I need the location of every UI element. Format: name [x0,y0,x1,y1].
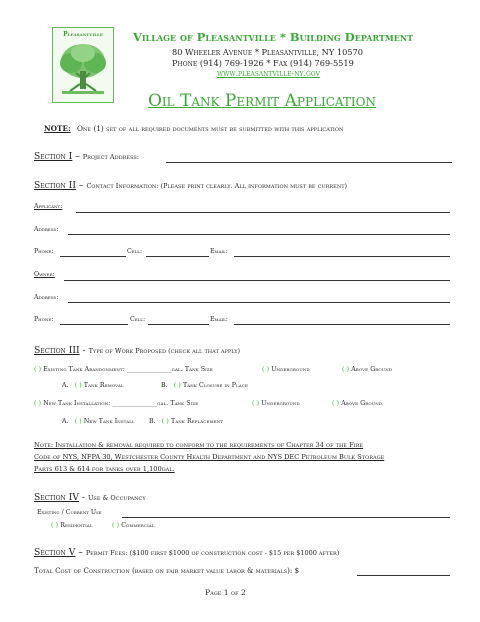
underground2-checkbox[interactable]: ( ) [252,400,260,407]
email1-field[interactable] [234,256,450,257]
section-4-label: Use & Occupancy [87,494,146,502]
above-ground2-option [332,400,382,407]
underground-option [262,366,310,373]
applicant-label: Applicant: [34,203,63,210]
above-ground2-label: Above Ground [341,400,383,407]
section-5-heading [34,547,339,558]
website-link[interactable]: www.pleasantville-ny.gov [217,69,320,78]
underground-label: Underground [271,366,310,373]
total-cost-field[interactable] [357,575,450,576]
existing-tank-label: Existing Tank Abandonment: ______________gal. Tank Size [43,366,213,373]
installation-note-3: Parts 613 & 614 for tanks over 1,100gal. [34,465,175,473]
note-label: NOTE: [44,124,71,133]
page-number: Page 1 of 2 [205,588,246,597]
installation-note-1: Note: Installation & removal required to conform to the requirements of Chapter 34 of the Fire [34,441,364,449]
section-3-title: Section III [34,345,80,356]
existing-use-field[interactable] [122,517,450,518]
tank-closure-option [161,382,248,389]
new-tank-row [34,400,198,407]
option-b1-letter: B. [161,382,168,389]
section-4-title: Section IV [34,492,79,503]
owner-field[interactable] [64,280,450,281]
residential-option [51,522,93,529]
tank-removal-option [62,382,124,389]
department-phone: Phone (914) 769-1926 * Fax (914) 769-5519 [172,58,354,68]
section-2-title: Section II [34,180,76,191]
section-4-heading [34,492,146,503]
commercial-option [112,522,155,529]
new-install-option [62,418,135,425]
above-ground-label: Above Ground [351,366,393,373]
above-ground-checkbox[interactable]: ( ) [342,366,350,373]
tank-removal-checkbox[interactable]: ( ) [74,382,82,389]
section-2-label: Contact Information: (Please print clearly. All information must be current) [86,182,348,190]
phone1-label: Phone: [34,248,54,255]
project-address-field[interactable] [166,162,452,163]
section-5-dash: – [78,547,83,558]
department-title: Village of Pleasantville * Building Department [133,30,414,44]
section-1-dash: – [75,151,80,162]
tank-replacement-checkbox[interactable]: ( ) [161,418,169,425]
existing-use-label: Existing / Current Use [37,509,102,516]
cell2-field[interactable] [148,324,209,325]
tree-icon [54,39,112,101]
village-logo [52,27,114,103]
phone2-label: Phone: [34,316,54,323]
underground2-option [252,400,300,407]
section-1-label: Project Address: [82,153,139,161]
residential-label: Residential [60,522,93,529]
above-ground-option [342,366,392,373]
tank-closure-checkbox[interactable]: ( ) [173,382,181,389]
total-cost-label: Total Cost of Construction (based on fair market value labor & materials): $ [34,566,300,575]
new-tank-label: New Tank Installation: ______________gal. Tank Size [43,400,199,407]
new-install-checkbox[interactable]: ( ) [74,418,82,425]
existing-tank-row [34,366,213,373]
section-3-label: Type of Work Proposed (check all that apply) [88,347,241,355]
address2-field[interactable] [68,302,450,303]
option-a2-letter: A. [62,418,69,425]
address2-label: Address: [34,294,59,301]
above-ground2-checkbox[interactable]: ( ) [332,400,340,407]
section-4-dash: - [81,492,86,503]
note-text: One (1) set of all required documents must be submitted with this application [77,124,344,133]
option-a1-letter: A. [62,382,69,389]
logo-text: Pleasantville [63,31,103,38]
phone2-field[interactable] [60,324,128,325]
tank-replacement-label: Tank Replacement [170,418,224,425]
installation-note-2: Code of NYS, NFPA 30, Westchester County Health Department and NYS DEC Petroleum Bulk Storage [34,453,385,461]
email2-field[interactable] [234,324,450,325]
email1-label: Email: [210,248,228,255]
underground2-label: Underground [261,400,300,407]
department-address: 80 Wheeler Avenue * Pleasantville, NY 10570 [172,47,363,57]
section-1-title: Section I [34,151,73,162]
section-2-dash: – [78,180,84,191]
section-5-title: Section V [34,547,76,558]
section-2-heading [34,180,347,191]
commercial-checkbox[interactable]: ( ) [112,522,120,529]
section-3-heading [34,345,240,356]
phone1-field[interactable] [60,256,126,257]
address1-field[interactable] [68,234,450,235]
tank-closure-label: Tank Closure in Place [182,382,248,389]
tank-removal-label: Tank Removal [83,382,124,389]
underground-checkbox[interactable]: ( ) [262,366,270,373]
section-3-dash: - [82,345,86,356]
cell1-field[interactable] [146,256,209,257]
cell1-label: Cell: [127,248,143,255]
new-install-label: New Tank Install [83,418,135,425]
section-1-heading [34,151,139,162]
form-title: Oil Tank Permit Application [148,91,376,111]
applicant-field[interactable] [76,212,450,213]
cell2-label: Cell: [130,316,146,323]
note-line [44,124,343,133]
address1-label: Address: [34,226,59,233]
section-5-label: Permit Fees: ($100 first $1000 of construction cost - $15 per $1000 after) [85,549,340,557]
residential-checkbox[interactable]: ( ) [51,522,59,529]
tank-replacement-option [149,418,223,425]
new-tank-checkbox[interactable]: ( ) [34,400,42,407]
option-b2-letter: B. [149,418,156,425]
owner-label: Owner: [34,271,55,278]
existing-tank-checkbox[interactable]: ( ) [34,366,42,373]
email2-label: Email: [210,316,228,323]
commercial-label: Commercial [121,522,155,529]
